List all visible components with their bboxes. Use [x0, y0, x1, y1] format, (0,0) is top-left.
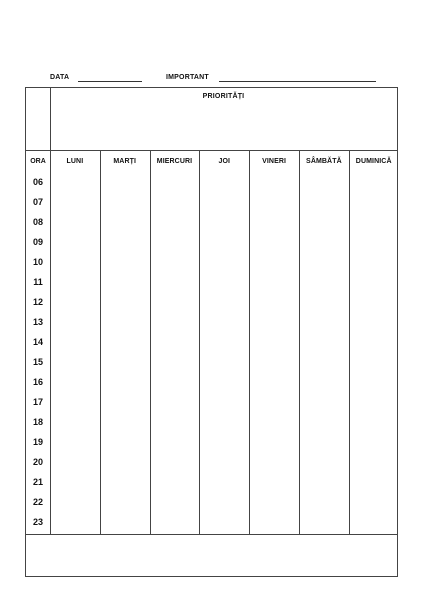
column-divider	[349, 150, 350, 534]
hour-label: 07	[32, 197, 43, 207]
grid-top-line	[26, 150, 397, 151]
hour-label: 18	[32, 417, 43, 427]
column-divider	[150, 150, 151, 534]
hour-label: 06	[32, 177, 43, 187]
date-field[interactable]	[78, 81, 142, 82]
hour-label: 19	[32, 437, 43, 447]
hour-label: 09	[32, 237, 43, 247]
header-row	[50, 73, 380, 83]
day-header-5: VINERI	[262, 158, 287, 165]
hour-label: 10	[32, 257, 43, 267]
day-header-4: JOI	[218, 158, 231, 165]
hour-label: 13	[32, 317, 43, 327]
hour-label: 12	[32, 297, 43, 307]
hour-label: 16	[32, 377, 43, 387]
column-divider	[249, 150, 250, 534]
important-field[interactable]	[219, 81, 376, 82]
planner-table	[25, 87, 398, 577]
day-header-1: LUNI	[66, 158, 84, 165]
day-header-2: MARȚI	[113, 158, 137, 165]
hour-label: 23	[32, 517, 43, 527]
hour-label: 22	[32, 497, 43, 507]
day-header-3: MIERCURI	[156, 158, 193, 165]
hour-label: 20	[32, 457, 43, 467]
hour-label: 11	[33, 277, 43, 287]
hour-label: 17	[32, 397, 43, 407]
column-divider	[100, 150, 101, 534]
day-header-7: DUMINICĂ	[355, 158, 392, 165]
footer-line	[26, 534, 397, 535]
column-divider	[199, 150, 200, 534]
hour-column-header: ORA	[30, 158, 46, 165]
priorities-title: PRIORITĂȚI	[202, 93, 245, 100]
column-divider	[50, 150, 51, 534]
day-header-6: SÂMBĂTĂ	[306, 158, 342, 165]
hour-label: 21	[32, 477, 43, 487]
column-divider	[299, 150, 300, 534]
hour-label: 15	[32, 357, 43, 367]
date-label: DATA	[50, 74, 70, 81]
hour-label: 08	[32, 217, 43, 227]
hour-label: 14	[32, 337, 43, 347]
important-label: IMPORTANT	[166, 74, 209, 81]
